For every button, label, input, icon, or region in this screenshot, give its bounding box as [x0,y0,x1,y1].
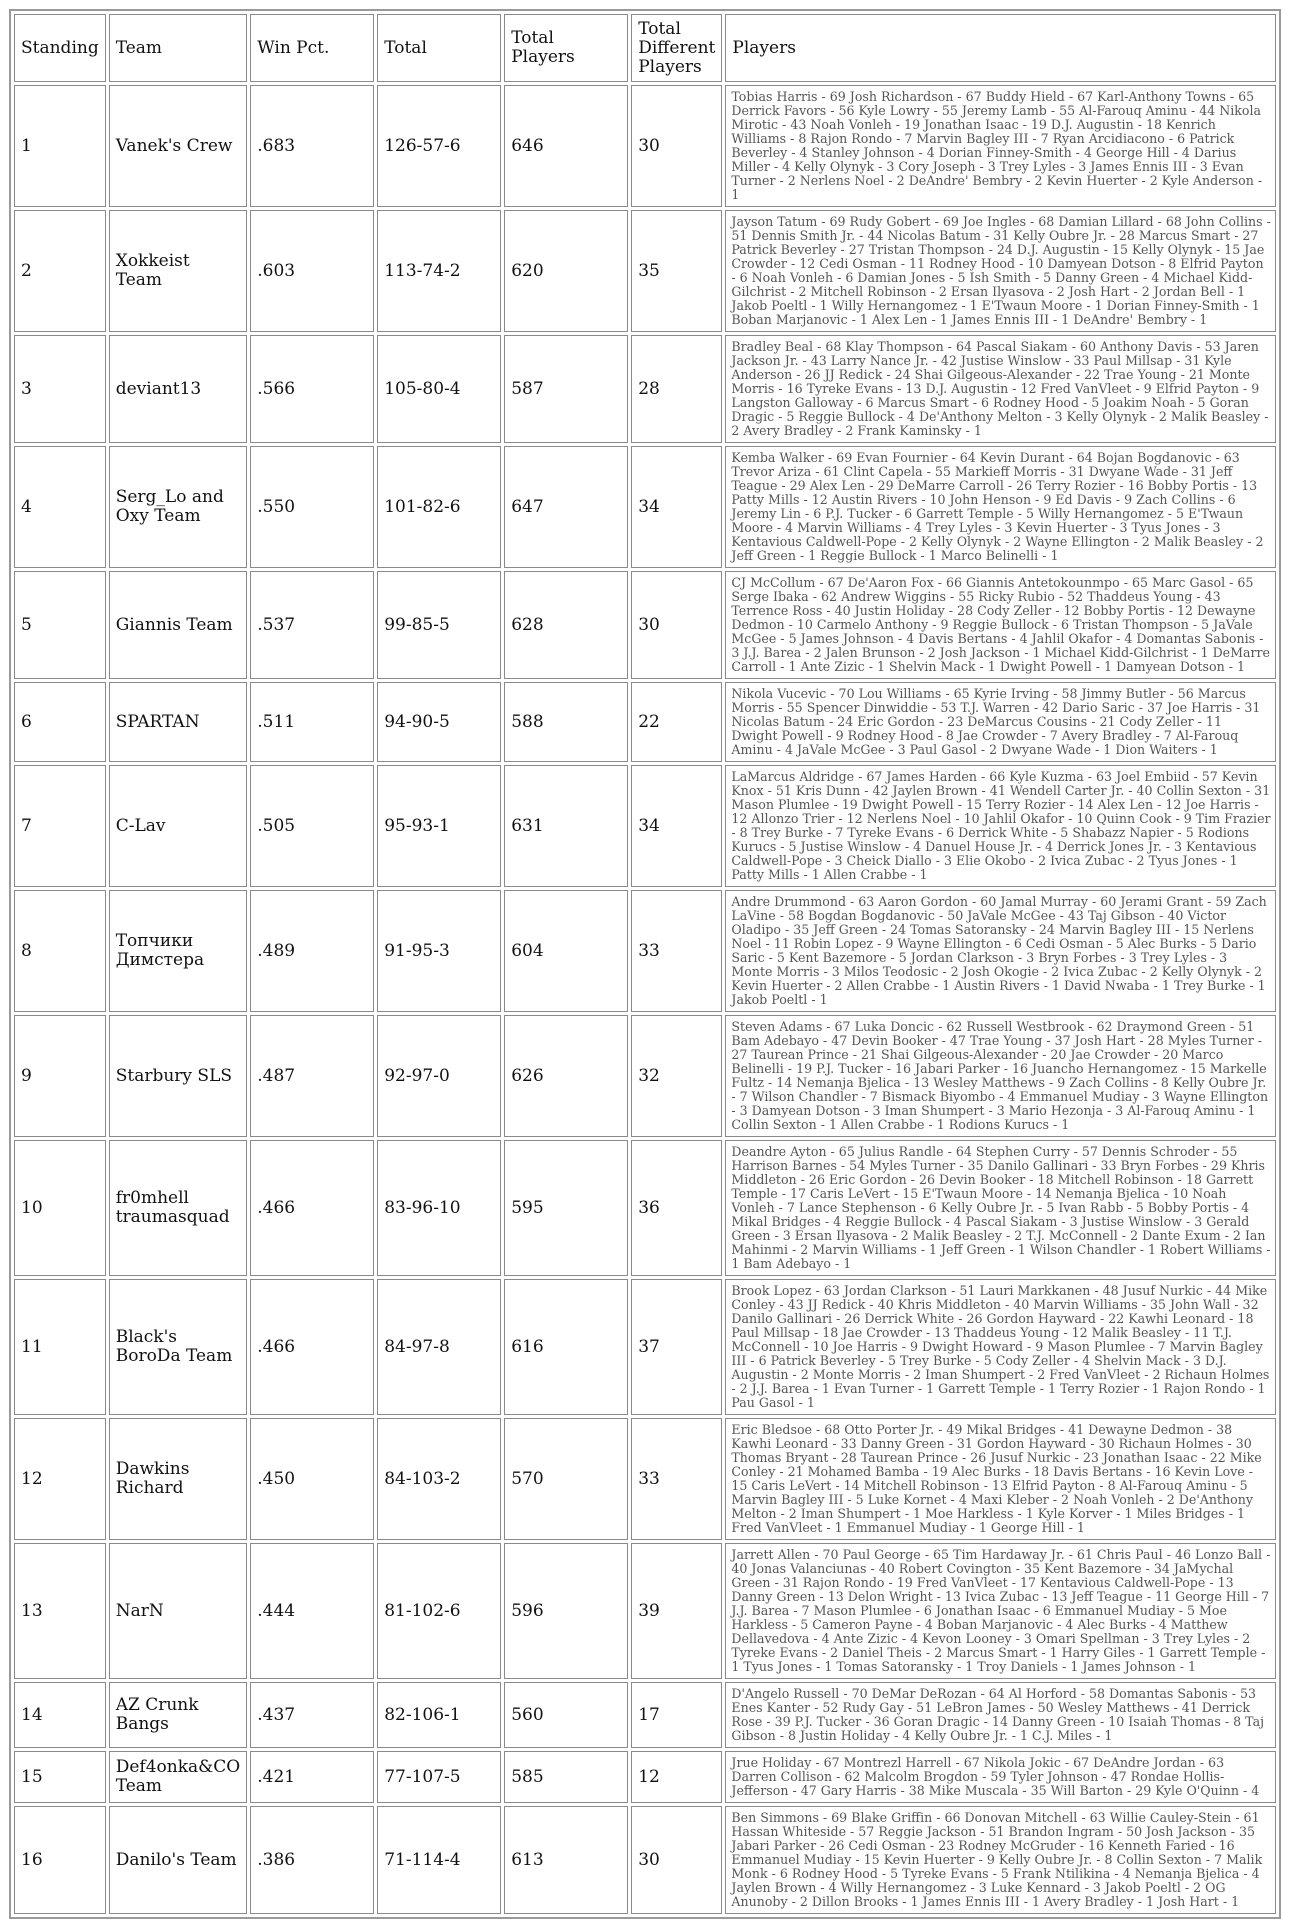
standing-cell: 15 [14,1751,106,1803]
standing-cell: 10 [14,1140,106,1276]
table-row [14,1418,1276,1540]
win-pct-cell: .450 [250,1418,374,1540]
total-record-cell: 83-96-10 [377,1140,501,1276]
column-header-win-pct: Win Pct. [250,14,374,82]
standing-cell: 16 [14,1806,106,1914]
players-list-cell: CJ McCollum - 67 De'Aaron Fox - 66 Giannis Antetokounmpo - 65 Marc Gasol - 65 Serge Ibaka - 62 Andrew Wiggins - 55 Ricky Rubio - 52 Thaddeus Young - 43 Terrence Ross - 40 Justin Holiday - 28 Cody Zeller - 12 Bobby Portis - 12 Dewayne Dedmon - 10 Carmelo Anthony - 9 Reggie Bullock - 6 Tristan Thompson - 5 JaVale McGee - 5 James Johnson - 4 Davis Bertans - 4 Jahlil Okafor - 4 Domantas Sabonis - 3 J.J. Barea - 2 Jalen Brunson - 2 Josh Jackson - 1 Michael Kidd-Gilchrist - 1 DeMarre Carroll - 1 Ante Zizic - 1 Shelvin Mack - 1 Dwight Powell - 1 Damyean Dotson - 1 [725,571,1276,679]
table-row [14,1543,1276,1679]
players-list-cell: Jayson Tatum - 69 Rudy Gobert - 69 Joe Ingles - 68 Damian Lillard - 68 John Collins - 51 Dennis Smith Jr. - 44 Nicolas Batum - 31 Kelly Oubre Jr. - 28 Marcus Smart - 27 Patrick Beverley - 27 Tristan Thompson - 24 D.J. Augustin - 15 Kelly Olynyk - 15 Jae Crowder - 12 Cedi Osman - 11 Rodney Hood - 10 Damyean Dotson - 8 Elfrid Payton - 6 Noah Vonleh - 6 Damian Jones - 5 Ish Smith - 5 Danny Green - 4 Michael Kidd-Gilchrist - 2 Mitchell Robinson - 2 Ersan Ilyasova - 2 Josh Hart - 2 Jordan Bell - 1 Jakob Poeltl - 1 Willy Hernangomez - 1 E'Twaun Moore - 1 Dorian Finney-Smith - 1 Boban Marjanovic - 1 Alex Len - 1 James Ennis III - 1 DeAndre' Bembry - 1 [725,210,1276,332]
column-header-total-different-players: Total Different Players [631,14,722,82]
win-pct-cell: .603 [250,210,374,332]
players-list-cell: Tobias Harris - 69 Josh Richardson - 67 Buddy Hield - 67 Karl-Anthony Towns - 65 Derrick Favors - 56 Kyle Lowry - 55 Jeremy Lamb - 55 Al-Farouq Aminu - 44 Nikola Mirotic - 43 Noah Vonleh - 19 Jonathan Isaac - 19 D.J. Augustin - 18 Kenrich Williams - 8 Rajon Rondo - 7 Marvin Bagley III - 7 Ryan Arcidiacono - 6 Patrick Beverley - 4 Stanley Johnson - 4 Dorian Finney-Smith - 4 George Hill - 4 Darius Miller - 4 Kelly Olynyk - 3 Cory Joseph - 3 Trey Lyles - 3 James Ennis III - 3 Evan Turner - 2 Nerlens Noel - 2 DeAndre' Bembry - 2 Kevin Huerter - 2 Kyle Anderson - 1 [725,85,1276,207]
team-name: Xokkeist Team [109,210,248,332]
different-players-cell: 17 [631,1682,722,1748]
team-name: Black's BoroDa Team [109,1279,248,1415]
header-row [14,14,1276,82]
players-list-cell: Steven Adams - 67 Luka Doncic - 62 Russell Westbrook - 62 Draymond Green - 51 Bam Adebayo - 47 Devin Booker - 47 Trae Young - 37 Josh Hart - 28 Myles Turner - 27 Taurean Prince - 21 Shai Gilgeous-Alexander - 20 Jae Crowder - 20 Marco Belinelli - 19 P.J. Tucker - 16 Jabari Parker - 16 Juancho Hernangomez - 15 Markelle Fultz - 14 Nemanja Bjelica - 13 Wesley Matthews - 9 Zach Collins - 8 Kelly Oubre Jr. - 7 Wilson Chandler - 7 Bismack Biyombo - 4 Emmanuel Mudiay - 3 Wayne Ellington - 3 Damyean Dotson - 3 Iman Shumpert - 3 Mario Hezonja - 3 Al-Farouq Aminu - 1 Collin Sexton - 1 Allen Crabbe - 1 Rodions Kurucs - 1 [725,1015,1276,1137]
players-list-cell: Brook Lopez - 63 Jordan Clarkson - 51 Lauri Markkanen - 48 Jusuf Nurkic - 44 Mike Conley - 43 JJ Redick - 40 Khris Middleton - 40 Marvin Williams - 35 John Wall - 32 Danilo Gallinari - 26 Derrick White - 26 Gordon Hayward - 22 Kawhi Leonard - 18 Paul Millsap - 18 Jae Crowder - 13 Thaddeus Young - 12 Malik Beasley - 11 T.J. McConnell - 10 Joe Harris - 9 Dwight Howard - 9 Mason Plumlee - 7 Marvin Bagley III - 6 Patrick Beverley - 5 Trey Burke - 5 Cody Zeller - 4 Shelvin Mack - 3 D.J. Augustin - 2 Monte Morris - 2 Iman Shumpert - 2 Fred VanVleet - 2 Richaun Holmes - 2 J.J. Barea - 1 Evan Turner - 1 Garrett Temple - 1 Terry Rozier - 1 Rajon Rondo - 1 Pau Gasol - 1 [725,1279,1276,1415]
win-pct-cell: .437 [250,1682,374,1748]
total-players-cell: 646 [504,85,628,207]
team-name: SPARTAN [109,682,248,762]
different-players-cell: 33 [631,1418,722,1540]
win-pct-cell: .550 [250,446,374,568]
total-record-cell: 91-95-3 [377,890,501,1012]
team-name: Danilo's Team [109,1806,248,1914]
players-list-cell: Jarrett Allen - 70 Paul George - 65 Tim Hardaway Jr. - 61 Chris Paul - 46 Lonzo Ball - 40 Jonas Valanciunas - 40 Robert Covington - 35 Kent Bazemore - 34 JaMychal Green - 31 Rajon Rondo - 19 Fred VanVleet - 17 Kentavious Caldwell-Pope - 13 Danny Green - 13 Delon Wright - 13 Ivica Zubac - 13 Jeff Teague - 11 George Hill - 7 J.J. Barea - 7 Mason Plumlee - 6 Jonathan Isaac - 6 Emmanuel Mudiay - 5 Moe Harkless - 5 Cameron Payne - 4 Boban Marjanovic - 4 Alec Burks - 4 Matthew Dellavedova - 4 Ante Zizic - 4 Kevon Looney - 3 Omari Spellman - 3 Trey Lyles - 2 Tyreke Evans - 2 Daniel Theis - 2 Marcus Smart - 1 Harry Giles - 1 Garrett Temple - 1 Tyus Jones - 1 Tomas Satoransky - 1 Troy Daniels - 1 James Johnson - 1 [725,1543,1276,1679]
total-players-cell: 626 [504,1015,628,1137]
standing-cell: 13 [14,1543,106,1679]
different-players-cell: 36 [631,1140,722,1276]
win-pct-cell: .421 [250,1751,374,1803]
total-record-cell: 94-90-5 [377,682,501,762]
players-list-cell: D'Angelo Russell - 70 DeMar DeRozan - 64 Al Horford - 58 Domantas Sabonis - 53 Enes Kanter - 52 Rudy Gay - 51 LeBron James - 50 Wesley Matthews - 41 Derrick Rose - 39 P.J. Tucker - 36 Goran Dragic - 14 Danny Green - 10 Isaiah Thomas - 8 Taj Gibson - 8 Justin Holiday - 4 Kelly Oubre Jr. - 1 C.J. Miles - 1 [725,1682,1276,1748]
win-pct-cell: .444 [250,1543,374,1679]
team-name: NarN [109,1543,248,1679]
different-players-cell: 22 [631,682,722,762]
team-name: Топчики Димстера [109,890,248,1012]
standing-cell: 2 [14,210,106,332]
total-record-cell: 84-103-2 [377,1418,501,1540]
team-name: fr0mhell traumasquad [109,1140,248,1276]
different-players-cell: 30 [631,571,722,679]
total-players-cell: 620 [504,210,628,332]
standing-cell: 14 [14,1682,106,1748]
table-row [14,1015,1276,1137]
players-list-cell: Kemba Walker - 69 Evan Fournier - 64 Kevin Durant - 64 Bojan Bogdanovic - 63 Trevor Ariza - 61 Clint Capela - 55 Markieff Morris - 31 Dwyane Wade - 31 Jeff Teague - 29 Alex Len - 29 DeMarre Carroll - 26 Terry Rozier - 16 Bobby Portis - 13 Patty Mills - 12 Austin Rivers - 10 John Henson - 9 Ed Davis - 9 Zach Collins - 6 Jeremy Lin - 6 P.J. Tucker - 6 Garrett Temple - 5 Willy Hernangomez - 5 E'Twaun Moore - 4 Marvin Williams - 4 Trey Lyles - 3 Kevin Huerter - 3 Tyus Jones - 3 Kentavious Caldwell-Pope - 2 Kelly Olynyk - 2 Wayne Ellington - 2 Malik Beasley - 2 Jeff Green - 1 Reggie Bullock - 1 Marco Belinelli - 1 [725,446,1276,568]
total-record-cell: 92-97-0 [377,1015,501,1137]
table-row [14,890,1276,1012]
different-players-cell: 34 [631,765,722,887]
table-row [14,1751,1276,1803]
column-header-standing: Standing [14,14,106,82]
team-name: Vanek's Crew [109,85,248,207]
standing-cell: 9 [14,1015,106,1137]
total-players-cell: 631 [504,765,628,887]
total-record-cell: 101-82-6 [377,446,501,568]
total-record-cell: 105-80-4 [377,335,501,443]
table-row [14,446,1276,568]
players-list-cell: Eric Bledsoe - 68 Otto Porter Jr. - 49 Mikal Bridges - 41 Dewayne Dedmon - 38 Kawhi Leonard - 33 Danny Green - 31 Gordon Hayward - 30 Richaun Holmes - 30 Thomas Bryant - 28 Taurean Prince - 26 Jusuf Nurkic - 23 Jonathan Isaac - 22 Mike Conley - 21 Mohamed Bamba - 19 Alec Burks - 18 Davis Bertans - 16 Kevin Love - 15 Caris LeVert - 14 Mitchell Robinson - 13 Elfrid Payton - 8 Al-Farouq Aminu - 5 Marvin Bagley III - 5 Luke Kornet - 4 Maxi Kleber - 2 Noah Vonleh - 2 De'Anthony Melton - 2 Iman Shumpert - 1 Moe Harkless - 1 Kyle Korver - 1 Miles Bridges - 1 Fred VanVleet - 1 Emmanuel Mudiay - 1 George Hill - 1 [725,1418,1276,1540]
win-pct-cell: .466 [250,1279,374,1415]
team-name: Giannis Team [109,571,248,679]
column-header-players: Players [725,14,1276,82]
team-name: Serg_Lo and Oxy Team [109,446,248,568]
table-row [14,335,1276,443]
team-name: Def4onka&CO Team [109,1751,248,1803]
table-row [14,1279,1276,1415]
total-players-cell: 587 [504,335,628,443]
different-players-cell: 30 [631,1806,722,1914]
total-players-cell: 595 [504,1140,628,1276]
total-players-cell: 570 [504,1418,628,1540]
total-record-cell: 77-107-5 [377,1751,501,1803]
total-players-cell: 560 [504,1682,628,1748]
total-players-cell: 585 [504,1751,628,1803]
different-players-cell: 32 [631,1015,722,1137]
total-players-cell: 588 [504,682,628,762]
total-players-cell: 628 [504,571,628,679]
team-name: Dawkins Richard [109,1418,248,1540]
total-players-cell: 604 [504,890,628,1012]
standing-cell: 7 [14,765,106,887]
win-pct-cell: .487 [250,1015,374,1137]
table-row [14,1682,1276,1748]
win-pct-cell: .537 [250,571,374,679]
total-players-cell: 613 [504,1806,628,1914]
standing-cell: 1 [14,85,106,207]
total-players-cell: 616 [504,1279,628,1415]
column-header-total-players: Total Players [504,14,628,82]
win-pct-cell: .511 [250,682,374,762]
total-record-cell: 113-74-2 [377,210,501,332]
players-list-cell: Deandre Ayton - 65 Julius Randle - 64 Stephen Curry - 57 Dennis Schroder - 55 Harrison Barnes - 54 Myles Turner - 35 Danilo Gallinari - 33 Bryn Forbes - 29 Khris Middleton - 26 Eric Gordon - 26 Devin Booker - 18 Mitchell Robinson - 18 Garrett Temple - 17 Caris LeVert - 15 E'Twaun Moore - 14 Nemanja Bjelica - 10 Noah Vonleh - 7 Lance Stephenson - 6 Kelly Oubre Jr. - 5 Ivan Rabb - 5 Bobby Portis - 4 Mikal Bridges - 4 Reggie Bullock - 4 Pascal Siakam - 3 Justise Winslow - 3 Gerald Green - 3 Ersan Ilyasova - 2 Malik Beasley - 2 T.J. McConnell - 2 Dante Exum - 2 Ian Mahinmi - 2 Marvin Williams - 1 Jeff Green - 1 Wilson Chandler - 1 Robert Williams - 1 Bam Adebayo - 1 [725,1140,1276,1276]
team-name: deviant13 [109,335,248,443]
win-pct-cell: .386 [250,1806,374,1914]
table-row [14,1140,1276,1276]
different-players-cell: 39 [631,1543,722,1679]
standing-cell: 3 [14,335,106,443]
total-record-cell: 99-85-5 [377,571,501,679]
win-pct-cell: .566 [250,335,374,443]
win-pct-cell: .489 [250,890,374,1012]
standing-cell: 8 [14,890,106,1012]
players-list-cell: Ben Simmons - 69 Blake Griffin - 66 Donovan Mitchell - 63 Willie Cauley-Stein - 61 Hassan Whiteside - 57 Reggie Jackson - 51 Brandon Ingram - 50 Josh Jackson - 35 Jabari Parker - 26 Cedi Osman - 23 Rodney McGruder - 16 Kenneth Faried - 16 Emmanuel Mudiay - 15 Kevin Huerter - 9 Kelly Oubre Jr. - 8 Collin Sexton - 7 Malik Monk - 6 Rodney Hood - 5 Tyreke Evans - 5 Frank Ntilikina - 4 Nemanja Bjelica - 4 Jaylen Brown - 4 Willy Hernangomez - 3 Luke Kennard - 3 Jakob Poeltl - 2 OG Anunoby - 2 Dillon Brooks - 1 James Ennis III - 1 Avery Bradley - 1 Josh Hart - 1 [725,1806,1276,1914]
standing-cell: 5 [14,571,106,679]
players-list-cell: LaMarcus Aldridge - 67 James Harden - 66 Kyle Kuzma - 63 Joel Embiid - 57 Kevin Knox - 51 Kris Dunn - 42 Jaylen Brown - 41 Wendell Carter Jr. - 40 Collin Sexton - 31 Mason Plumlee - 19 Dwight Powell - 15 Terry Rozier - 14 Alex Len - 12 Joe Harris - 12 Allonzo Trier - 12 Nerlens Noel - 10 Jahlil Okafor - 10 Quinn Cook - 9 Tim Frazier - 8 Trey Burke - 7 Tyreke Evans - 6 Derrick White - 5 Shabazz Napier - 5 Rodions Kurucs - 5 Justise Winslow - 4 Danuel House Jr. - 4 Derrick Jones Jr. - 3 Kentavious Caldwell-Pope - 3 Cheick Diallo - 3 Elie Okobo - 2 Ivica Zubac - 2 Tyus Jones - 1 Patty Mills - 1 Allen Crabbe - 1 [725,765,1276,887]
team-name: AZ Crunk Bangs [109,1682,248,1748]
total-record-cell: 84-97-8 [377,1279,501,1415]
team-name: Starbury SLS [109,1015,248,1137]
win-pct-cell: .466 [250,1140,374,1276]
different-players-cell: 34 [631,446,722,568]
column-header-team: Team [109,14,248,82]
players-list-cell: Andre Drummond - 63 Aaron Gordon - 60 Jamal Murray - 60 Jerami Grant - 59 Zach LaVine - 58 Bogdan Bogdanovic - 50 JaVale McGee - 43 Taj Gibson - 40 Victor Oladipo - 35 Jeff Green - 24 Tomas Satoransky - 24 Marvin Bagley III - 15 Nerlens Noel - 11 Robin Lopez - 9 Wayne Ellington - 6 Cedi Osman - 5 Alec Burks - 5 Dario Saric - 5 Kent Bazemore - 5 Jordan Clarkson - 3 Bryn Forbes - 3 Trey Lyles - 3 Monte Morris - 3 Milos Teodosic - 2 Josh Okogie - 2 Ivica Zubac - 2 Kelly Olynyk - 2 Kevin Huerter - 2 Allen Crabbe - 1 Austin Rivers - 1 David Nwaba - 1 Trey Burke - 1 Jakob Poeltl - 1 [725,890,1276,1012]
table-row [14,682,1276,762]
standing-cell: 6 [14,682,106,762]
total-record-cell: 81-102-6 [377,1543,501,1679]
win-pct-cell: .683 [250,85,374,207]
standing-cell: 11 [14,1279,106,1415]
different-players-cell: 30 [631,85,722,207]
total-record-cell: 82-106-1 [377,1682,501,1748]
total-record-cell: 95-93-1 [377,765,501,887]
players-list-cell: Bradley Beal - 68 Klay Thompson - 64 Pascal Siakam - 60 Anthony Davis - 53 Jaren Jackson Jr. - 43 Larry Nance Jr. - 42 Justise Winslow - 33 Paul Millsap - 31 Kyle Anderson - 26 JJ Redick - 24 Shai Gilgeous-Alexander - 22 Trae Young - 21 Monte Morris - 16 Tyreke Evans - 13 D.J. Augustin - 12 Fred VanVleet - 9 Elfrid Payton - 9 Langston Galloway - 6 Marcus Smart - 6 Rodney Hood - 5 Joakim Noah - 5 Goran Dragic - 5 Reggie Bullock - 4 De'Anthony Melton - 3 Kelly Olynyk - 2 Malik Beasley - 2 Avery Bradley - 2 Frank Kaminsky - 1 [725,335,1276,443]
standings-table [9,9,1281,1919]
table-row [14,571,1276,679]
team-name: C-Lav [109,765,248,887]
players-list-cell: Nikola Vucevic - 70 Lou Williams - 65 Kyrie Irving - 58 Jimmy Butler - 56 Marcus Morris - 55 Spencer Dinwiddie - 53 T.J. Warren - 42 Dario Saric - 37 Joe Harris - 31 Nicolas Batum - 24 Eric Gordon - 23 DeMarcus Cousins - 21 Cody Zeller - 11 Dwight Powell - 9 Rodney Hood - 8 Jae Crowder - 7 Avery Bradley - 7 Al-Farouq Aminu - 4 JaVale McGee - 3 Paul Gasol - 2 Dwyane Wade - 1 Dion Waiters - 1 [725,682,1276,762]
table-row [14,1806,1276,1914]
standing-cell: 12 [14,1418,106,1540]
win-pct-cell: .505 [250,765,374,887]
total-players-cell: 596 [504,1543,628,1679]
different-players-cell: 33 [631,890,722,1012]
total-record-cell: 126-57-6 [377,85,501,207]
different-players-cell: 37 [631,1279,722,1415]
total-players-cell: 647 [504,446,628,568]
standing-cell: 4 [14,446,106,568]
total-record-cell: 71-114-4 [377,1806,501,1914]
table-row [14,85,1276,207]
column-header-total: Total [377,14,501,82]
different-players-cell: 28 [631,335,722,443]
table-row [14,210,1276,332]
different-players-cell: 12 [631,1751,722,1803]
players-list-cell: Jrue Holiday - 67 Montrezl Harrell - 67 Nikola Jokic - 67 DeAndre Jordan - 63 Darren Collison - 62 Malcolm Brogdon - 59 Tyler Johnson - 47 Rondae Hollis-Jefferson - 47 Gary Harris - 38 Mike Muscala - 35 Will Barton - 29 Kyle O'Quinn - 4 [725,1751,1276,1803]
different-players-cell: 35 [631,210,722,332]
table-row [14,765,1276,887]
